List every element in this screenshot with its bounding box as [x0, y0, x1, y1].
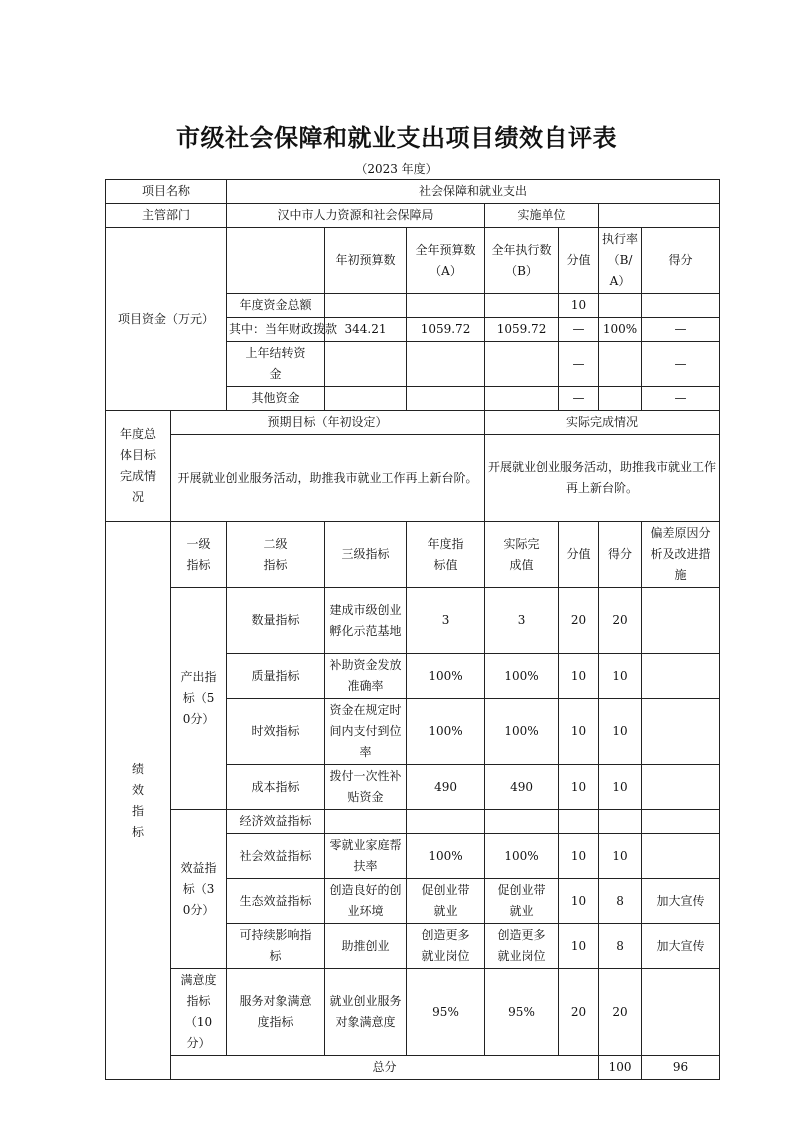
funds-header-score: 得分	[642, 228, 720, 294]
year-label: （2023 年度）	[355, 162, 438, 176]
level3: 资金在规定时间内支付到位率	[325, 699, 407, 765]
actual-value: 100%	[485, 699, 559, 765]
header-score: 得分	[599, 522, 642, 588]
weight: 10	[559, 765, 599, 810]
reason: 加大宣传	[642, 879, 720, 924]
funds-row-label: 其中：当年财政拨款	[227, 318, 325, 342]
score: 10	[599, 699, 642, 765]
funds-row-label: 年度资金总额	[227, 294, 325, 318]
score: 8	[599, 879, 642, 924]
page-title: 市级社会保障和就业支出项目绩效自评表	[176, 124, 617, 152]
goal-label: 年度总体目标完成情况	[106, 411, 171, 522]
funds-score: —	[642, 342, 720, 387]
header-level1: 一级指标	[171, 522, 227, 588]
level2: 成本指标	[227, 765, 325, 810]
funds-header-initial: 年初预算数	[325, 228, 407, 294]
dept-label: 主管部门	[106, 204, 227, 228]
weight: 10	[559, 654, 599, 699]
reason	[642, 969, 720, 1056]
level3: 创造良好的创业环境	[325, 879, 407, 924]
funds-header-weight: 分值	[559, 228, 599, 294]
level3: 补助资金发放准确率	[325, 654, 407, 699]
indicator-row	[106, 588, 720, 654]
funds-rate	[599, 294, 642, 318]
level2: 可持续影响指标	[227, 924, 325, 969]
funds-weight: —	[559, 342, 599, 387]
level3: 建成市级创业孵化示范基地	[325, 588, 407, 654]
reason	[642, 810, 720, 834]
expected-goal-label: 预期目标（年初设定）	[171, 411, 485, 435]
funds-full: 1059.72	[407, 318, 485, 342]
score: 10	[599, 834, 642, 879]
funds-row-label: 上年结转资金	[227, 342, 325, 387]
weight	[559, 810, 599, 834]
target-value: 100%	[407, 834, 485, 879]
level2: 质量指标	[227, 654, 325, 699]
level3: 助推创业	[325, 924, 407, 969]
weight: 10	[559, 834, 599, 879]
weight: 10	[559, 924, 599, 969]
actual-value: 490	[485, 765, 559, 810]
indicator-row	[106, 810, 720, 834]
funds-header-rate: 执行率（B/A）	[599, 228, 642, 294]
project-name-label: 项目名称	[106, 180, 227, 204]
weight: 20	[559, 588, 599, 654]
actual-value: 3	[485, 588, 559, 654]
total-label: 总分	[171, 1056, 599, 1080]
level3: 零就业家庭帮扶率	[325, 834, 407, 879]
benefit-label: 效益指标（30分）	[171, 810, 227, 969]
expected-goal: 开展就业创业服务活动，助推我市就业工作再上新台阶。	[171, 435, 485, 522]
score: 8	[599, 924, 642, 969]
reason	[642, 699, 720, 765]
project-name: 社会保障和就业支出	[227, 180, 720, 204]
funds-rate: 100%	[599, 318, 642, 342]
actual-goal: 开展就业创业服务活动，助推我市就业工作再上新台阶。	[485, 435, 720, 522]
actual-value: 100%	[485, 834, 559, 879]
total-weight: 100	[599, 1056, 642, 1080]
header-weight: 分值	[559, 522, 599, 588]
actual-value	[485, 810, 559, 834]
unit-value	[599, 204, 720, 228]
reason	[642, 765, 720, 810]
header-target: 年度指标值	[407, 522, 485, 588]
funds-exec	[485, 342, 559, 387]
header-level2: 二级指标	[227, 522, 325, 588]
score: 20	[599, 588, 642, 654]
output-label: 产出指标（50分）	[171, 588, 227, 810]
unit-label: 实施单位	[485, 204, 599, 228]
reason	[642, 654, 720, 699]
level3: 拨付一次性补贴资金	[325, 765, 407, 810]
header-actual: 实际完成值	[485, 522, 559, 588]
target-value: 3	[407, 588, 485, 654]
actual-goal-label: 实际完成情况	[485, 411, 720, 435]
actual-value: 95%	[485, 969, 559, 1056]
funds-full	[407, 342, 485, 387]
funds-header-full: 全年预算数（A）	[407, 228, 485, 294]
level2: 数量指标	[227, 588, 325, 654]
score	[599, 810, 642, 834]
funds-exec	[485, 387, 559, 411]
funds-rate	[599, 387, 642, 411]
indicators-label: 绩效指标	[106, 522, 171, 1080]
score: 20	[599, 969, 642, 1056]
total-score: 96	[642, 1056, 720, 1080]
self-evaluation-table	[105, 179, 720, 1080]
actual-value: 100%	[485, 654, 559, 699]
dept-value: 汉中市人力资源和社会保障局	[227, 204, 485, 228]
funds-initial	[325, 387, 407, 411]
level2: 服务对象满意度指标	[227, 969, 325, 1056]
target-value: 490	[407, 765, 485, 810]
funds-exec: 1059.72	[485, 318, 559, 342]
total-row	[106, 1056, 720, 1080]
level2: 经济效益指标	[227, 810, 325, 834]
satisfaction-label: 满意度指标（10分）	[171, 969, 227, 1056]
funds-score: —	[642, 387, 720, 411]
funds-score	[642, 294, 720, 318]
funds-initial: 344.21	[325, 318, 407, 342]
header-reason: 偏差原因分析及改进措施	[642, 522, 720, 588]
weight: 10	[559, 699, 599, 765]
indicator-row	[106, 969, 720, 1056]
target-value: 95%	[407, 969, 485, 1056]
target-value: 100%	[407, 654, 485, 699]
funds-weight: —	[559, 318, 599, 342]
weight: 10	[559, 879, 599, 924]
weight: 20	[559, 969, 599, 1056]
score: 10	[599, 765, 642, 810]
actual-value: 创造更多就业岗位	[485, 924, 559, 969]
target-value: 100%	[407, 699, 485, 765]
level2: 社会效益指标	[227, 834, 325, 879]
funds-weight: 10	[559, 294, 599, 318]
funds-full	[407, 387, 485, 411]
score: 10	[599, 654, 642, 699]
target-value: 促创业带就业	[407, 879, 485, 924]
actual-value: 促创业带就业	[485, 879, 559, 924]
level2: 生态效益指标	[227, 879, 325, 924]
funds-exec	[485, 294, 559, 318]
level2: 时效指标	[227, 699, 325, 765]
funds-header-blank	[227, 228, 325, 294]
funds-initial	[325, 342, 407, 387]
target-value: 创造更多就业岗位	[407, 924, 485, 969]
funds-header-exec: 全年执行数（B）	[485, 228, 559, 294]
funds-score: —	[642, 318, 720, 342]
header-level3: 三级指标	[325, 522, 407, 588]
reason	[642, 834, 720, 879]
funds-full	[407, 294, 485, 318]
funds-rate	[599, 342, 642, 387]
reason	[642, 588, 720, 654]
reason: 加大宣传	[642, 924, 720, 969]
funds-row-label: 其他资金	[227, 387, 325, 411]
level3: 就业创业服务对象满意度	[325, 969, 407, 1056]
funds-label: 项目资金（万元）	[106, 228, 227, 411]
funds-initial	[325, 294, 407, 318]
funds-weight: —	[559, 387, 599, 411]
level3	[325, 810, 407, 834]
target-value	[407, 810, 485, 834]
